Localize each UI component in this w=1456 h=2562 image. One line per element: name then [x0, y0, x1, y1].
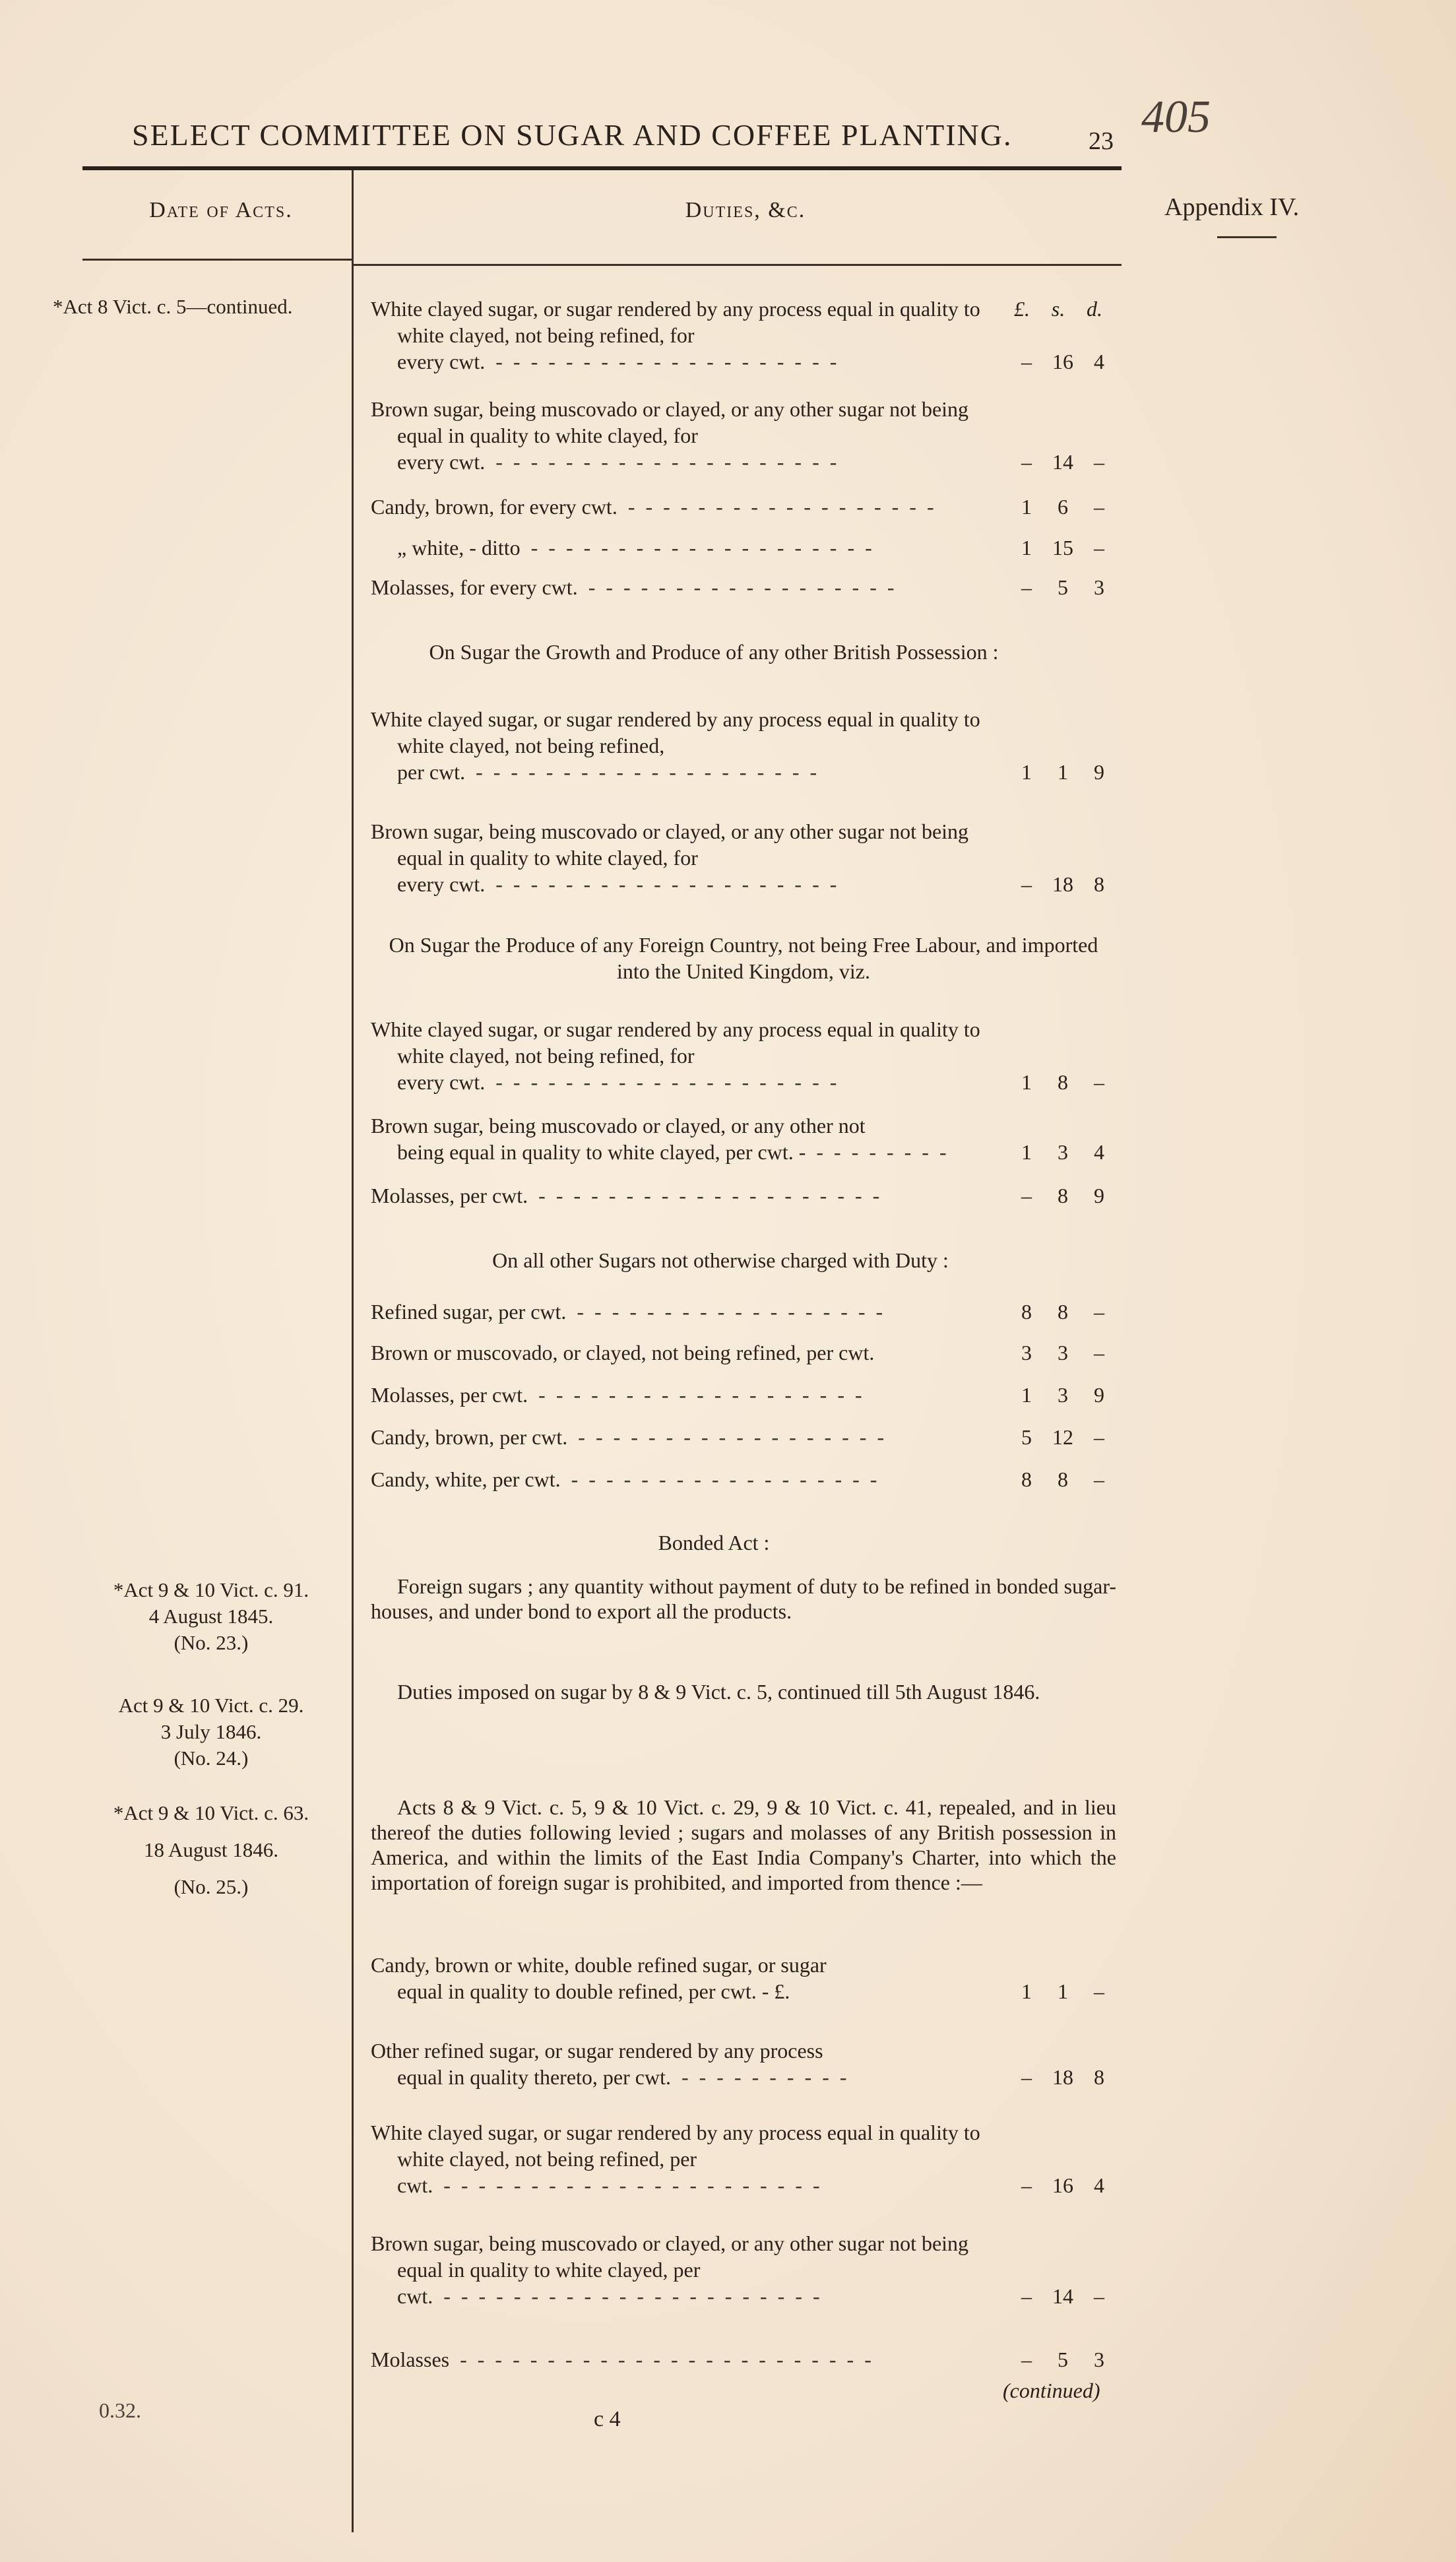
act-date-text: 4 August 1845.	[148, 1605, 274, 1628]
appendix-label: Appendix IV.	[1164, 193, 1300, 221]
duty-amount: 5 12 –	[1021, 1425, 1104, 1449]
pounds-heading: £.	[1014, 297, 1030, 321]
duty-item	[371, 1466, 1116, 1492]
act-date-text: *Act 8 Vict. c. 5—continued.	[53, 295, 293, 318]
duty-item-label: Molasses	[371, 2348, 450, 2371]
duty-item-label: „ white, - ditto	[397, 536, 521, 560]
leader-dots: - - - - - - - - - -	[670, 2065, 847, 2089]
duty-item	[371, 2346, 1116, 2373]
duty-item-label: Molasses, per cwt.	[371, 1184, 528, 1207]
duty-item-label: every cwt.	[397, 1070, 486, 1094]
duty-item-text: Candy, brown or white, double refined sugar, or sugar	[371, 1953, 827, 1977]
act-date-text: Act 9 & 10 Vict. c. 29.	[118, 1694, 304, 1717]
duty-item-label: Brown or muscovado, or clayed, not being refined, per cwt.	[371, 1341, 875, 1364]
duty-item-label: equal in quality to double refined, per cwt. - £.	[397, 1979, 790, 2003]
leader-dots: - - - - - - - - - - - - - - - - - - - -	[485, 1070, 837, 1094]
duty-amount: 1 3 4	[1021, 1140, 1104, 1164]
duty-amount: – 8 9	[1021, 1184, 1104, 1207]
duty-item-label: Candy, brown, for every cwt.	[371, 495, 617, 519]
duty-amount: – 5 3	[1021, 575, 1104, 599]
duty-item	[371, 2119, 1116, 2198]
act-date-text: *Act 9 & 10 Vict. c. 63.	[113, 1801, 309, 1824]
duty-item	[371, 494, 1116, 520]
duty-amount: – 18 8	[1021, 872, 1104, 896]
duty-item	[371, 1952, 1116, 2004]
duty-item	[371, 2037, 1116, 2090]
section-heading: On Sugar the Produce of any Foreign Country, not being Free Labour, and imported into the United Kingdom, viz.	[389, 933, 1098, 983]
paragraph: Foreign sugars ; any quantity without payment of duty to be refined in bonded sugar-houses, and under bond to export all the products.	[371, 1574, 1116, 1623]
duty-amount: 1 8 –	[1021, 1070, 1104, 1094]
section-heading: On all other Sugars not otherwise charged with Duty :	[492, 1248, 949, 1272]
act-date-text: 18 August 1846.	[143, 1838, 279, 1861]
handwritten-page-number: 405	[1141, 92, 1211, 143]
duty-item	[371, 1182, 1116, 1209]
leader-dots: - - - - - - - - - - - - - - - - - -	[577, 575, 895, 599]
duty-item-label: every cwt.	[397, 450, 486, 474]
duty-amount: – 14 –	[1021, 2284, 1104, 2308]
duty-amount: 1 1 –	[1021, 1979, 1104, 2003]
page-number: 23	[1089, 127, 1114, 155]
duty-item-label: every cwt.	[397, 350, 486, 373]
column-heading-duties: Duties, &c.	[685, 198, 806, 222]
leader-dots: - - - - - - - - - - - - - - - - - -	[560, 1467, 877, 1491]
duty-item	[371, 706, 1116, 785]
section-heading: Bonded Act :	[658, 1531, 770, 1554]
section-heading: On Sugar the Growth and Produce of any other British Possession :	[429, 640, 999, 664]
leader-dots: - - - - - - - - - - - - - - - - - - - -	[520, 536, 872, 560]
duty-item-text: White clayed sugar, or sugar rendered by any process equal in quality to white clayed, not being refined, for	[371, 297, 980, 347]
duty-item-text: Brown sugar, being muscovado or clayed, or any other sugar not being equal in quality to white clayed, for	[371, 397, 969, 447]
footer-number: 0.32.	[99, 2398, 141, 2422]
duty-item-label: Molasses, for every cwt.	[371, 575, 578, 599]
duty-amount: 3 3 –	[1021, 1341, 1104, 1364]
act-date-entry	[73, 1795, 350, 1905]
duty-item-label: Candy, brown, per cwt.	[371, 1425, 568, 1449]
duty-item-label: Candy, white, per cwt.	[371, 1467, 561, 1491]
duty-amount: 1 3 9	[1021, 1383, 1104, 1407]
duty-item-label: Refined sugar, per cwt.	[371, 1300, 567, 1324]
leader-dots: - - - - - - - -	[806, 1140, 947, 1164]
act-date-text: *Act 9 & 10 Vict. c. 91.	[113, 1578, 309, 1601]
duty-item-text: Brown sugar, being muscovado or clayed, or any other sugar not being equal in quality to white clayed, for	[371, 819, 969, 870]
act-date-text: (No. 23.)	[174, 1631, 249, 1654]
duty-item	[371, 296, 1116, 375]
duty-amount: – 16 4	[1021, 350, 1104, 373]
act-date-entry	[53, 294, 350, 320]
duty-item-text: Other refined sugar, or sugar rendered by any process	[371, 2039, 823, 2063]
leader-dots: - - - - - - - - - - - - - - - - - - - - - - - -	[449, 2348, 871, 2371]
duty-item-label: cwt.	[397, 2173, 433, 2197]
paragraph: Duties imposed on sugar by 8 & 9 Vict. c. 5, continued till 5th August 1846.	[397, 1680, 1040, 1704]
duty-item-text: Brown sugar, being muscovado or clayed, or any other sugar not being equal in quality to white clayed, per	[371, 2231, 969, 2282]
leader-dots	[790, 1978, 1009, 2004]
duty-item	[371, 1339, 1116, 1366]
leader-dots: - - - - - - - - - - - - - - - - - - - -	[465, 760, 817, 784]
duty-item-label: every cwt.	[397, 872, 486, 896]
act-date-text: (No. 25.)	[174, 1875, 249, 1898]
duty-amount: – 16 4	[1021, 2173, 1104, 2197]
paragraph: Acts 8 & 9 Vict. c. 5, 9 & 10 Vict. c. 29, 9 & 10 Vict. c. 41, repealed, and in lieu thereof the duties following levied ; sugars and molasses of any British possession in America, and within the limits of the East India Company's Charter, into which the importation of foreign sugar is prohibited, and imported from thence :—	[371, 1795, 1116, 1894]
leader-dots	[874, 1339, 1009, 1366]
duty-amount: 1 15 –	[1021, 536, 1104, 560]
appendix-rule	[1217, 236, 1277, 238]
leader-dots: - - - - - - - - - - - - - - - - - -	[617, 495, 934, 519]
column-heading-date: Date of Acts.	[149, 198, 293, 222]
duty-item	[371, 2230, 1116, 2309]
act-date-entry	[73, 1692, 350, 1772]
leader-dots: - - - - - - - - - - - - - - - - - - - -	[485, 872, 837, 896]
column-heading-rule-left	[82, 259, 352, 261]
continued-note: (continued)	[1003, 2379, 1100, 2402]
duty-amount: 1 1 9	[1021, 760, 1104, 784]
leader-dots: - - - - - - - - - - - - - - - - - - - -	[528, 1184, 880, 1207]
shillings-heading: s.	[1051, 297, 1065, 321]
duty-amount: 1 6 –	[1021, 495, 1104, 519]
duty-item-text: White clayed sugar, or sugar rendered by any process equal in quality to white clayed, not being refined, per	[371, 2121, 980, 2171]
duty-item	[371, 1298, 1116, 1325]
duty-amount: 8 8 –	[1021, 1300, 1104, 1324]
duty-amount: – 18 8	[1021, 2065, 1104, 2089]
header-rule	[82, 166, 1122, 170]
page-header-title: SELECT COMMITTEE ON SUGAR AND COFFEE PLANTING.	[132, 118, 1013, 152]
printer-signature: c 4	[594, 2407, 621, 2431]
duty-item	[371, 396, 1116, 475]
column-divider	[352, 170, 354, 2532]
duty-item-label: Molasses, per cwt.	[371, 1383, 528, 1407]
act-date-entry	[73, 1577, 350, 1656]
duty-item-text: White clayed sugar, or sugar rendered by any process equal in quality to white clayed, not being refined, for	[371, 1017, 980, 1068]
duty-amount: – 5 3	[1021, 2348, 1104, 2371]
duty-item	[371, 1016, 1116, 1095]
leader-dots: - - - - - - - - - - - - - - - - - -	[567, 1425, 885, 1449]
duty-amount: – 14 –	[1021, 450, 1104, 474]
duty-item	[371, 1112, 1116, 1165]
duty-amount: 8 8 –	[1021, 1467, 1104, 1491]
duty-item	[371, 1382, 1116, 1408]
duty-item-label: equal in quality thereto, per cwt.	[397, 2065, 671, 2089]
duty-item-label: being equal in quality to white clayed, per cwt. -	[397, 1140, 806, 1164]
duty-item-label: cwt.	[397, 2284, 433, 2308]
pence-heading: d.	[1087, 297, 1102, 321]
duty-item	[371, 818, 1116, 897]
duty-item	[371, 574, 1116, 600]
duty-item-text: Brown sugar, being muscovado or clayed, or any other not	[371, 1114, 866, 1137]
leader-dots: - - - - - - - - - - - - - - - - - - - - - -	[433, 2173, 820, 2197]
duty-item-label: per cwt.	[397, 760, 466, 784]
leader-dots: - - - - - - - - - - - - - - - - - - - -	[485, 450, 837, 474]
leader-dots: - - - - - - - - - - - - - - - - - - - - - -	[433, 2284, 820, 2308]
duty-item	[371, 1424, 1116, 1450]
leader-dots: - - - - - - - - - - - - - - - - - - -	[528, 1383, 862, 1407]
duty-item-text: White clayed sugar, or sugar rendered by any process equal in quality to white clayed, not being refined,	[371, 707, 980, 757]
duty-item	[371, 534, 1116, 561]
act-date-text: 3 July 1846.	[160, 1720, 262, 1743]
column-heading-rule-right	[354, 264, 1122, 266]
leader-dots: - - - - - - - - - - - - - - - - - - - -	[485, 350, 837, 373]
act-date-text: (No. 24.)	[174, 1746, 249, 1770]
leader-dots: - - - - - - - - - - - - - - - - - -	[566, 1300, 883, 1324]
